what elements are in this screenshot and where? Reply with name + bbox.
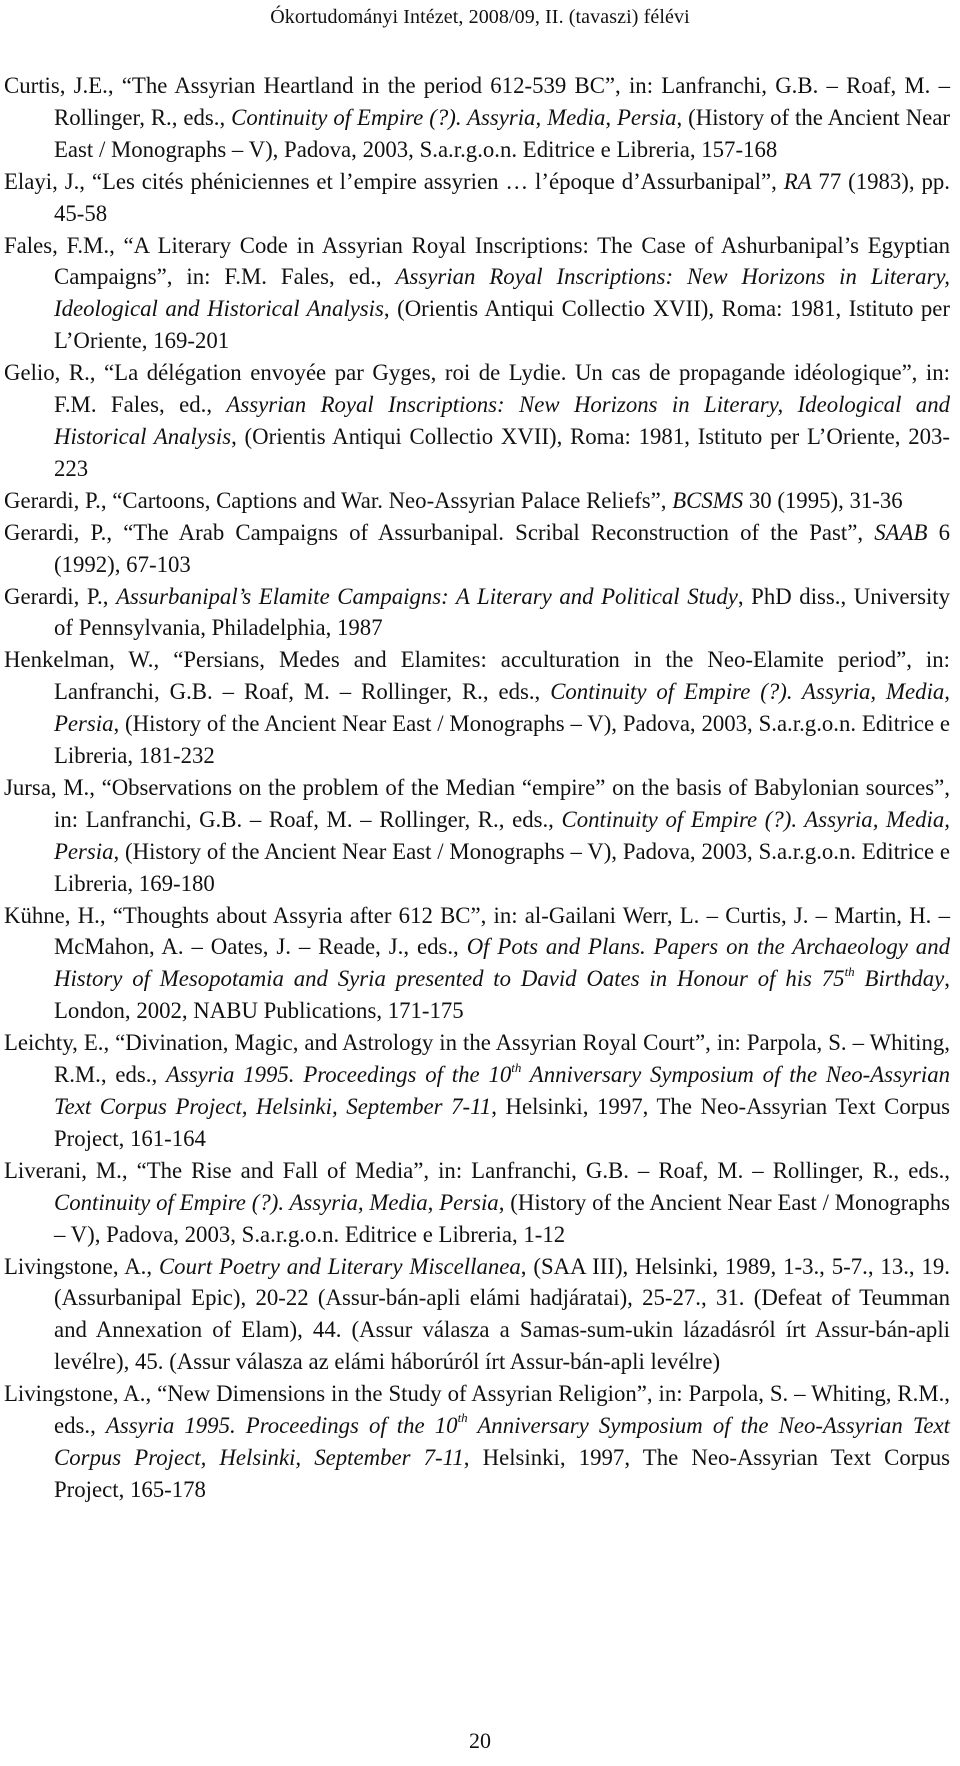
- entry-text: , (Orientis Antiqui Collectio XVII), Roma: 1981, Istituto per L’Oriente, 169-201: [54, 296, 950, 354]
- bibliography-entry: [4, 166, 950, 230]
- entry-text: Gelio, R., “La délégation envoyée par Gyges, roi de Lydie. Un cas de propagande idéologique”, in: F.M. Fales, ed.,: [4, 360, 950, 418]
- italic-title: SAAB: [874, 519, 928, 545]
- superscript-text: th: [511, 1059, 522, 1075]
- italic-title: Continuity of Empire (?). Assyria, Media, Persia: [54, 806, 950, 864]
- entry-text: Jursa, M., “Observations on the problem of the Median “empire” on the basis of Babylonian sources”, in: Lanfranchi, G.B. – Roaf, M. – Rollinger, R., eds.,: [4, 774, 950, 832]
- italic-title: Anniversary Symposium of the Neo-Assyrian Text Corpus Project, Helsinki, September 7-11: [54, 1413, 950, 1470]
- entry-text: , PhD diss., University of Pennsylvania, Philadelphia, 1987: [54, 583, 951, 641]
- entry-text: , Helsinki, 1997, The Neo-Assyrian Text Corpus Project, 165-178: [54, 1444, 950, 1502]
- entry-text: , (History of the Ancient Near East / Monographs – V), Padova, 2003, S.a.r.g.o.n. Editrice e Libreria, 1-12: [54, 1189, 950, 1247]
- italic-title: Continuity of Empire (?). Assyria, Media, Persia: [54, 679, 950, 737]
- entry-text: Kühne, H., “Thoughts about Assyria after 612 BC”, in: al-Gailani Werr, L. – Curtis, J. – Martin, H. – McMahon, A. – Oates, J. – Reade, J., eds.,: [4, 902, 950, 960]
- entry-text: , Helsinki, 1997, The Neo-Assyrian Text Corpus Project, 161-164: [54, 1094, 950, 1151]
- italic-title: Assyrian Royal Inscriptions: New Horizons in Literary, Ideological and Historical Analysis: [54, 264, 950, 322]
- bibliography-list: [4, 70, 950, 1506]
- italic-title: Assyria 1995. Proceedings of the 10: [105, 1413, 458, 1439]
- bibliography-entry: [4, 772, 950, 900]
- entry-text: , (History of the Ancient Near East / Monographs – V), Padova, 2003, S.a.r.g.o.n. Editrice e Libreria, 181-232: [54, 711, 950, 769]
- entry-text: , (History of the Ancient Near East / Monographs – V), Padova, 2003, S.a.r.g.o.n. Editrice e Libreria, 169-180: [54, 838, 950, 896]
- entry-text: 30 (1995), 31-36: [743, 487, 903, 513]
- entry-text: Fales, F.M., “A Literary Code in Assyrian Royal Inscriptions: The Case of Ashurbanipal’s Egyptian Campaigns”, in: F.M. Fales, ed.,: [4, 232, 950, 290]
- italic-title: Court Poetry and Literary Miscellanea: [158, 1253, 521, 1279]
- entry-text: Gerardi, P., “Cartoons, Captions and War. Neo-Assyrian Palace Reliefs”,: [4, 487, 673, 513]
- entry-text: Leichty, E., “Divination, Magic, and Astrology in the Assyrian Royal Court”, in: Parpola, S. – Whiting, R.M., eds.,: [4, 1030, 950, 1088]
- page-number: 20: [469, 1728, 491, 1753]
- bibliography-entry: [4, 70, 950, 166]
- bibliography-entry: [4, 644, 950, 772]
- italic-title: BCSMS: [672, 487, 744, 513]
- italic-title: Continuity of Empire (?). Assyria, Media, Persia: [231, 104, 677, 130]
- entry-text: Gerardi, P., “The Arab Campaigns of Assurbanipal. Scribal Reconstruction of the Past”,: [4, 519, 875, 545]
- entry-text: , (SAA III), Helsinki, 1989, 1-3., 5-7., 13., 19. (Assurbanipal Epic), 20-22 (Assur-bán-apli elámi hadjáratai), 25-27., 31. (Defeat of Teumman and Annexation of Elam), 44. (Assur válasza a Samas-sum-ukin lázadásról írt Assur-bán-apli levélre), 45. (Assur válasza az elámi háborúról írt Assur-bán-apli levélre): [54, 1253, 950, 1375]
- bibliography-entry: [4, 357, 950, 485]
- italic-title: Assyria 1995. Proceedings of the 10: [166, 1062, 512, 1088]
- italic-title: Of Pots and Plans. Papers on the Archaeology and History of Mesopotamia and Syria presented to David Oates in Honour of his 75: [54, 934, 950, 992]
- italic-title: Assyrian Royal Inscriptions: New Horizons in Literary, Ideological and Historical Analysis: [54, 392, 950, 449]
- italic-title: Continuity of Empire (?). Assyria, Media, Persia: [54, 1189, 499, 1215]
- entry-text: Curtis, J.E., “The Assyrian Heartland in the period 612-539 BC”, in: Lanfranchi, G.B. – Roaf, M. – Rollinger, R., eds.,: [4, 73, 950, 130]
- bibliography-entry: [4, 1027, 950, 1155]
- bibliography-entry: [4, 230, 950, 358]
- bibliography-entry: [4, 1155, 950, 1251]
- entry-text: Livingstone, A., “New Dimensions in the Study of Assyrian Religion”, in: Parpola, S. – Whiting, R.M., eds.,: [4, 1381, 950, 1439]
- superscript-text: th: [457, 1410, 468, 1426]
- entry-text: 77 (1983), pp. 45-58: [54, 168, 950, 226]
- italic-title: Birthday: [854, 966, 945, 992]
- entry-text: , London, 2002, NABU Publications, 171-175: [54, 966, 950, 1024]
- entry-text: Livingstone, A.,: [4, 1253, 159, 1279]
- entry-text: Henkelman, W., “Persians, Medes and Elamites: acculturation in the Neo-Elamite period”, in: Lanfranchi, G.B. – Roaf, M. – Rollinger, R., eds.,: [4, 647, 950, 705]
- page-header: Ókortudományi Intézet, 2008/09, II. (tavaszi) félévi: [270, 6, 690, 28]
- entry-text: 6 (1992), 67-103: [54, 519, 950, 577]
- entry-text: Elayi, J., “Les cités phéniciennes et l’empire assyrien … l’époque d’Assurbanipal”,: [4, 168, 784, 194]
- italic-title: Anniversary Symposium of the Neo-Assyrian Text Corpus Project, Helsinki, September 7-11: [54, 1062, 950, 1119]
- bibliography-entry: [4, 1251, 950, 1379]
- superscript-text: th: [844, 963, 855, 979]
- bibliography-entry: [4, 900, 950, 1028]
- bibliography-entry: [4, 485, 950, 517]
- bibliography-entry: [4, 581, 950, 645]
- entry-text: , (Orientis Antiqui Collectio XVII), Roma: 1981, Istituto per L’Oriente, 203-223: [54, 423, 950, 481]
- entry-text: , (History of the Ancient Near East / Monographs – V), Padova, 2003, S.a.r.g.o.n. Editrice e Libreria, 157-168: [54, 104, 950, 162]
- bibliography-entry: [4, 517, 950, 581]
- entry-text: Gerardi, P.,: [4, 583, 117, 609]
- bibliography-entry: [4, 1378, 950, 1506]
- italic-title: Assurbanipal’s Elamite Campaigns: A Literary and Political Study: [116, 583, 738, 609]
- italic-title: RA: [783, 168, 812, 194]
- entry-text: Liverani, M., “The Rise and Fall of Media”, in: Lanfranchi, G.B. – Roaf, M. – Rollinger, R., eds.,: [4, 1157, 950, 1183]
